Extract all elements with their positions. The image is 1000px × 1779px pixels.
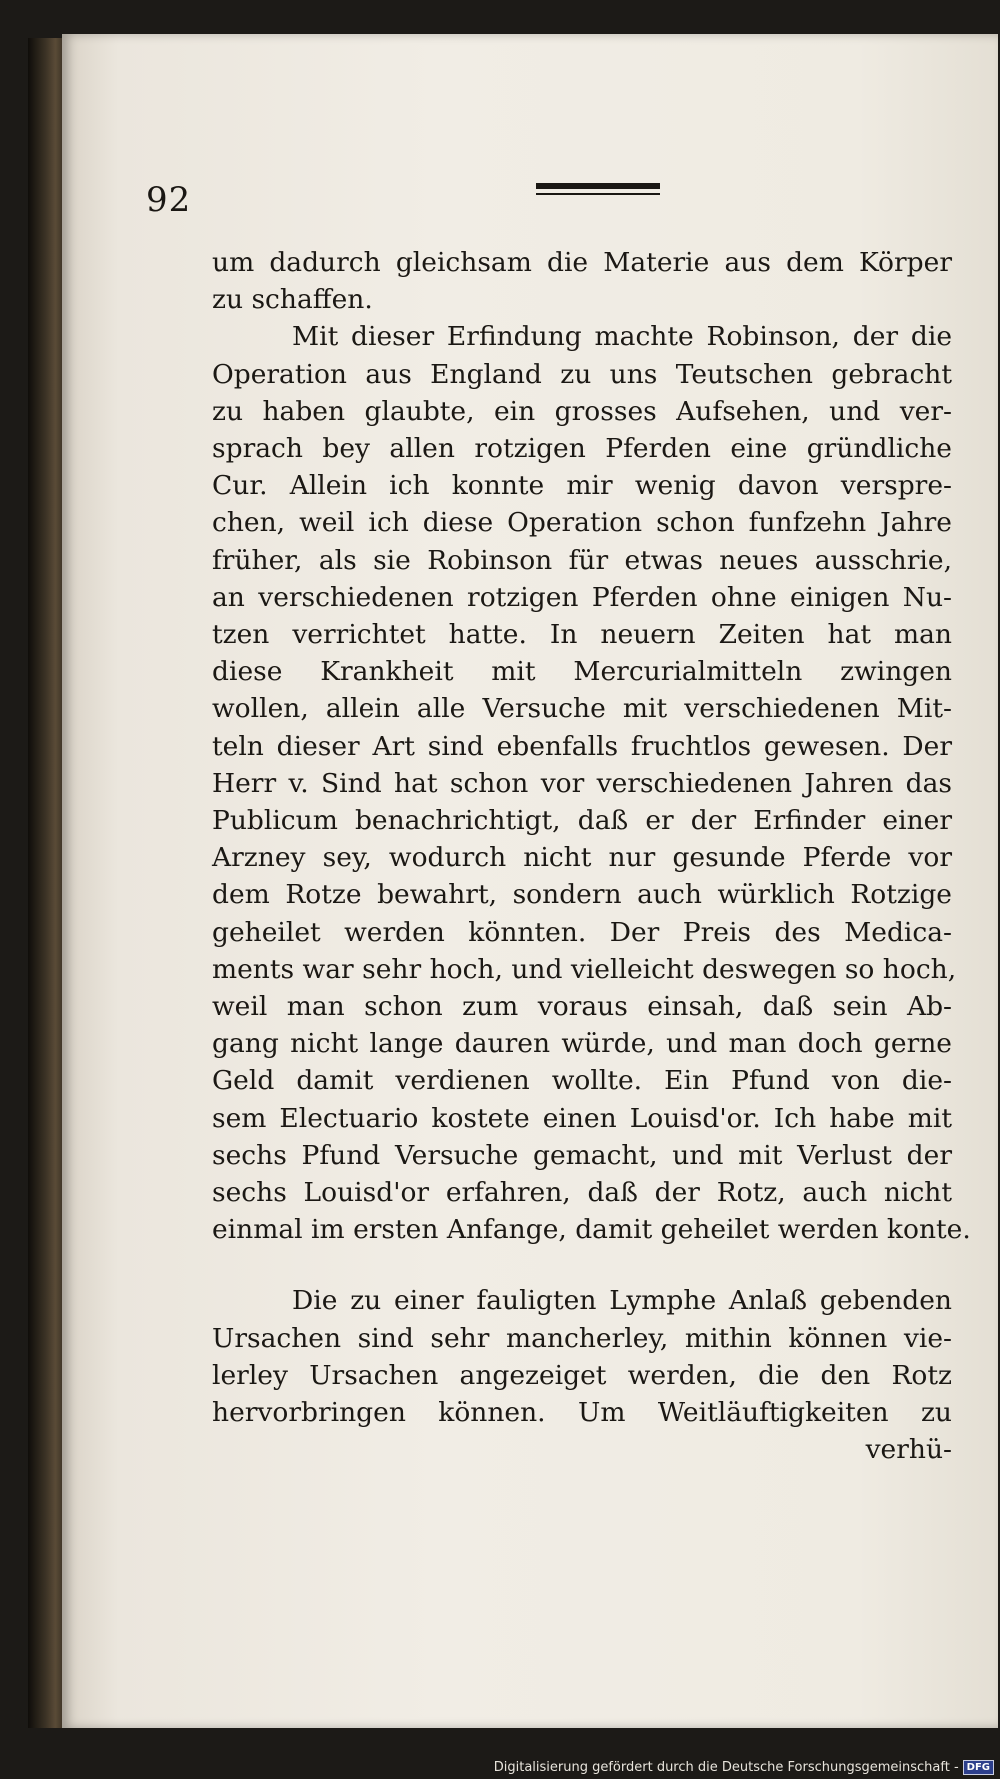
text-line: an verschiedenen rotzigen Pferden ohne einigen Nu- <box>212 581 952 613</box>
text-line: einmal im ersten Anfange, damit geheilet werden konte. <box>212 1214 971 1246</box>
header-rule-thick <box>536 183 660 189</box>
text-line: weil man schon zum voraus einsah, daß sein Ab- <box>212 991 952 1023</box>
text-line: Publicum benachrichtigt, daß er der Erfinder einer <box>212 805 952 837</box>
paragraph-2 <box>212 318 971 1248</box>
text-line: früher, als sie Robinson für etwas neues ausschrie, <box>212 544 952 576</box>
text-line: Cur. Allein ich konnte mir wenig davon verspre- <box>212 470 952 502</box>
text-line: Arzney sey, wodurch nicht nur gesunde Pferde vor <box>212 842 952 874</box>
text-line: diese Krankheit mit Mercurialmitteln zwingen <box>212 656 952 688</box>
footer-text: Digitalisierung gefördert durch die Deutsche Forschungsgemeinschaft - <box>493 1760 959 1775</box>
text-line: ments war sehr hoch, und vielleicht deswegen so hoch, <box>212 953 957 985</box>
text-line: hervorbringen können. Um Weitläuftigkeiten zu <box>212 1397 952 1429</box>
text-line: um dadurch gleichsam die Materie aus dem Körper <box>212 247 952 278</box>
text-line: Herr v. Sind hat schon vor verschiedenen Jahren das <box>212 767 952 799</box>
text-line: zu schaffen. <box>212 284 373 316</box>
dfg-logo-icon: DFG <box>963 1760 994 1775</box>
text-line: zu haben glaubte, ein grosses Aufsehen, und ver- <box>212 395 952 427</box>
text-line: sechs Louisd'or erfahren, daß der Rotz, auch nicht <box>212 1177 952 1209</box>
text-line: gang nicht lange dauren würde, und man doch gerne <box>212 1028 952 1060</box>
header-rule-thin <box>536 193 660 195</box>
page-number: 92 <box>146 180 192 220</box>
body-text <box>212 244 971 1469</box>
header-ornament-rule <box>536 183 660 197</box>
text-line: wollen, allein alle Versuche mit verschiedenen Mit- <box>212 693 952 725</box>
text-line: dem Rotze bewahrt, sondern auch würklich Rotzige <box>212 879 952 911</box>
catchword: verhü- <box>865 1434 952 1466</box>
text-line: tzen verrichtet hatte. In neuern Zeiten hat man <box>212 619 952 651</box>
paragraph-gap <box>212 1248 952 1282</box>
text-line: chen, weil ich diese Operation schon funfzehn Jahre <box>212 507 952 539</box>
paragraph-3 <box>212 1282 952 1468</box>
text-line: Geld damit verdienen wollte. Ein Pfund von die- <box>212 1065 952 1097</box>
paragraph-1 <box>212 244 952 318</box>
text-line: Operation aus England zu uns Teutschen gebracht <box>212 358 952 390</box>
text-line: Mit dieser Erfindung machte Robinson, der die <box>292 321 952 353</box>
text-line: sechs Pfund Versuche gemacht, und mit Verlust der <box>212 1139 952 1171</box>
text-line: sem Electuario kostete einen Louisd'or. Ich habe mit <box>212 1102 952 1134</box>
text-line: teln dieser Art sind ebenfalls fruchtlos gewesen. Der <box>212 730 952 762</box>
text-line: Die zu einer fauligten Lymphe Anlaß gebenden <box>292 1285 952 1317</box>
digitization-footer <box>494 1760 994 1775</box>
text-line: sprach bey allen rotzigen Pferden eine gründliche <box>212 433 952 465</box>
text-line: lerley Ursachen angezeiget werden, die den Rotz <box>212 1359 952 1391</box>
text-line: geheilet werden könnten. Der Preis des Medica- <box>212 916 952 948</box>
text-line: Ursachen sind sehr mancherley, mithin können vie- <box>212 1322 952 1354</box>
